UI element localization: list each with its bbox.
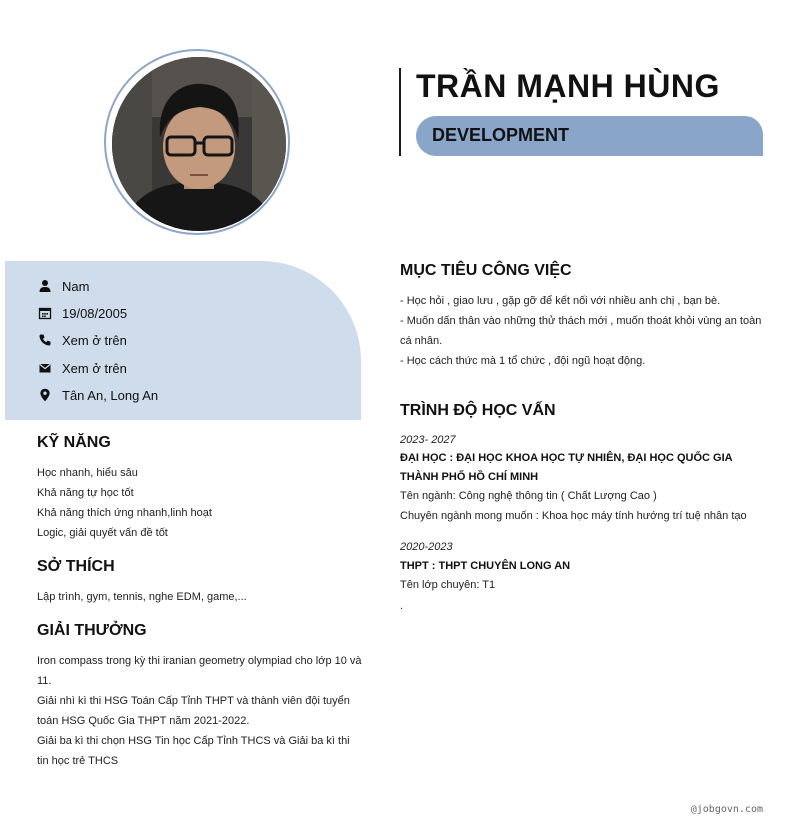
objective-item: - Học hỏi , giao lưu , gặp gỡ để kết nối với nhiều anh chị , bạn bè. [400, 295, 721, 307]
location-icon [38, 388, 52, 402]
skill-item: Học nhanh, hiểu sâu [37, 467, 138, 479]
objective-item: - Học cách thức mà 1 tổ chức , đội ngũ hoạt động. [400, 355, 646, 367]
contact-text: 19/08/2005 [62, 305, 128, 321]
skills-heading: KỸ NĂNG [37, 434, 111, 451]
contact-gender [38, 277, 89, 295]
hobbies-heading: SỞ THÍCH [37, 558, 115, 575]
role-title: DEVELOPMENT [432, 125, 570, 145]
phone-icon [38, 333, 52, 347]
education-detail: Tên ngành: Công nghệ thông tin ( Chất Lượng Cao ) [400, 490, 657, 502]
education-heading: TRÌNH ĐỘ HỌC VẤN [400, 402, 556, 419]
contact-email [38, 359, 127, 377]
contact-text: Tân An, Long An [62, 387, 159, 403]
award-item: Giải nhì kì thi HSG Toán Cấp Tỉnh THPT và thành viên đội tuyển toán HSG Quốc Gia THPT năm 2021-2022. [37, 695, 350, 727]
skill-item: Logic, giải quyết vấn đề tốt [37, 527, 168, 539]
education-detail: . [400, 600, 404, 612]
education-years: 2023- 2027 [400, 434, 456, 446]
contact-text: Nam [62, 278, 90, 294]
education-school: THPT : THPT CHUYÊN LONG AN [400, 560, 571, 572]
objective-item: - Muốn dấn thân vào những thử thách mới , muốn thoát khỏi vùng an toàn cá nhân. [400, 315, 762, 347]
contact-text: Xem ở trên [62, 360, 127, 376]
hobbies-text: Lập trình, gym, tennis, nghe EDM, game,... [37, 591, 247, 603]
avatar [112, 57, 286, 231]
education-school: ĐẠI HỌC : ĐẠI HỌC KHOA HỌC TỰ NHIÊN, ĐẠI HỌC QUỐC GIA THÀNH PHỐ HỒ CHÍ MINH [400, 452, 733, 483]
education-years: 2020-2023 [400, 541, 453, 553]
contact-phone [38, 331, 127, 349]
person-icon [38, 279, 52, 293]
awards-heading: GIẢI THƯỞNG [37, 622, 147, 639]
candidate-name: TRẦN MẠNH HÙNG [416, 68, 720, 104]
contact-text: Xem ở trên [62, 332, 127, 348]
award-item: Iron compass trong kỳ thi iranian geometry olympiad cho lớp 10 và 11. [37, 655, 362, 687]
contact-birthday [38, 304, 127, 322]
calendar-icon [38, 306, 52, 320]
mail-icon [38, 361, 52, 375]
skill-item: Khả năng tự học tốt [37, 487, 134, 499]
objective-heading: MỤC TIÊU CÔNG VIỆC [400, 262, 572, 279]
education-detail: Tên lớp chuyên: T1 [400, 579, 496, 591]
header-divider [399, 68, 401, 156]
contact-address [38, 386, 158, 404]
watermark: @jobgovn.com [690, 804, 763, 815]
education-detail: Chuyên ngành mong muốn : Khoa học máy tính hướng trí tuệ nhân tạo [400, 510, 747, 522]
avatar-photo [112, 57, 286, 231]
skill-item: Khả năng thích ứng nhanh,linh hoạt [37, 507, 212, 519]
award-item: Giải ba kì thi chọn HSG Tin học Cấp Tỉnh THCS và Giải ba kì thi tin học trẻ THCS [37, 735, 350, 767]
